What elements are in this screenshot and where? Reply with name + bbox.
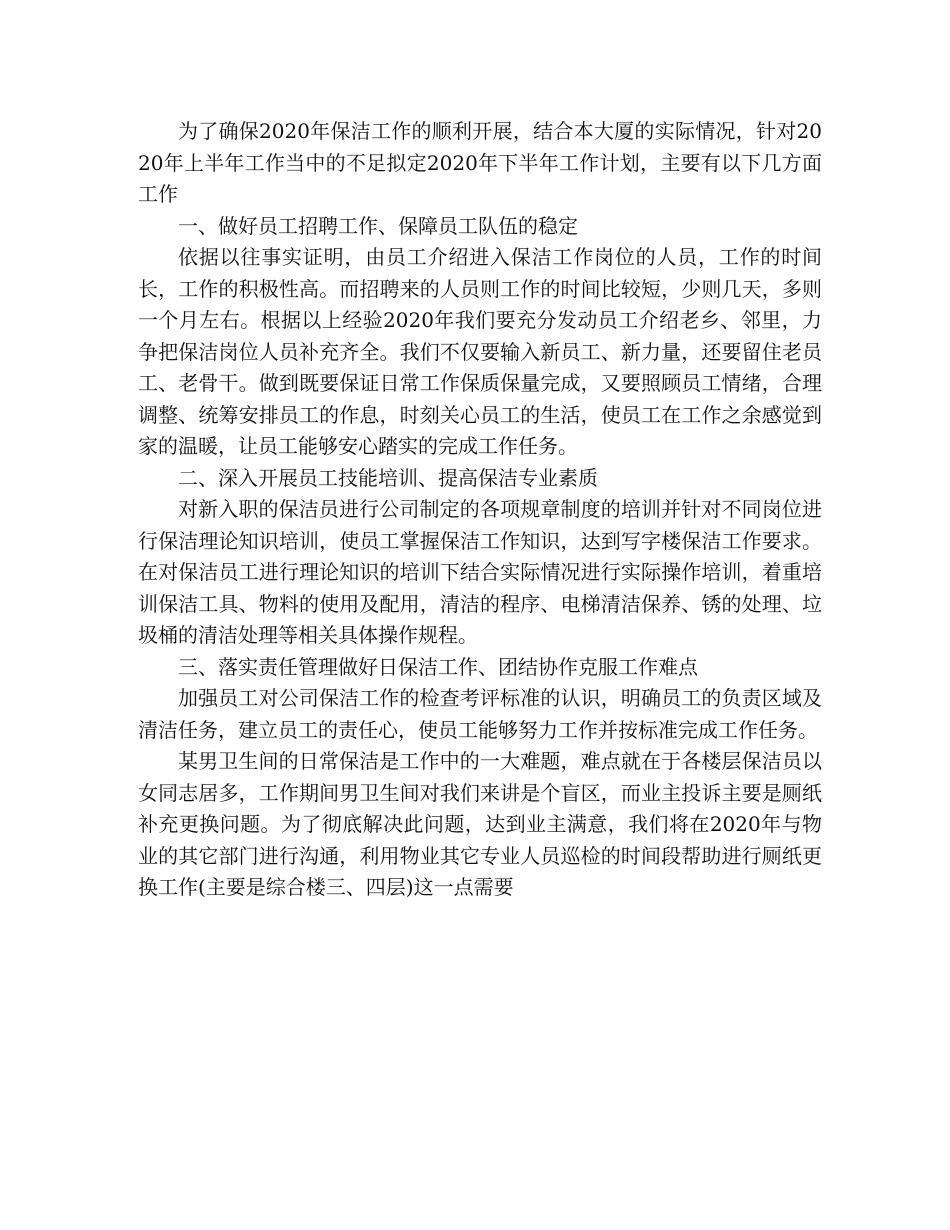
section-heading-1: 一、做好员工招聘工作、保障员工队伍的稳定 bbox=[178, 213, 578, 238]
paragraph-recruitment: 依据以往事实证明，由员工介绍进入保洁工作岗位的人员，工作的时间长，工作的积极性高。而招聘来的人员则工作的时间比较短，少则几天，多则一个月左右。根据以上经验2020年我们要充分发动员工介绍老乡、邻里，力争把保洁岗位人员补充齐全。我们不仅要输入新员工、新力量，还要留住老员工、老骨干。做到既要保证日常工作保质保量完成，又要照顾员工情绪，合理调整、统筹安排员工的作息，时刻关心员工的生活，使员工在工作之余感觉到家的温暖，让员工能够安心踏实的完成工作任务。 bbox=[138, 245, 822, 458]
section-heading-3: 三、落实责任管理做好日保洁工作、团结协作克服工作难点 bbox=[178, 654, 698, 679]
paragraph-training: 对新入职的保洁员进行公司制定的各项规章制度的培训并针对不同岗位进行保洁理论知识培训，使员工掌握保洁工作知识，达到写字楼保洁工作要求。在对保洁员工进行理论知识的培训下结合实际情况进行实际操作培训，着重培训保洁工具、物料的使用及配用，清洁的程序、电梯清洁保养、锈的处理、垃圾桶的清洁处理等相关具体操作规程。 bbox=[138, 497, 822, 647]
paragraph-restroom: 某男卫生间的日常保洁是工作中的一大难题，难点就在于各楼层保洁员以女同志居多，工作期间男卫生间对我们来讲是个盲区，而业主投诉主要是厕纸补充更换问题。为了彻底解决此问题，达到业主满意，我们将在2020年与物业的其它部门进行沟通，利用物业其它专业人员巡检的时间段帮助进行厕纸更换工作(主要是综合楼三、四层)这一点需要 bbox=[138, 749, 822, 899]
paragraph-responsibility: 加强员工对公司保洁工作的检查考评标准的认识，明确员工的负责区域及清洁任务，建立员工的责任心，使员工能够努力工作并按标准完成工作任务。 bbox=[138, 686, 822, 742]
paragraph-intro: 为了确保2020年保洁工作的顺利开展，结合本大厦的实际情况，针对2020年上半年工作当中的不足拟定2020年下半年工作计划，主要有以下几方面工作 bbox=[138, 119, 822, 206]
section-heading-2: 二、深入开展员工技能培训、提高保洁专业素质 bbox=[178, 465, 598, 490]
